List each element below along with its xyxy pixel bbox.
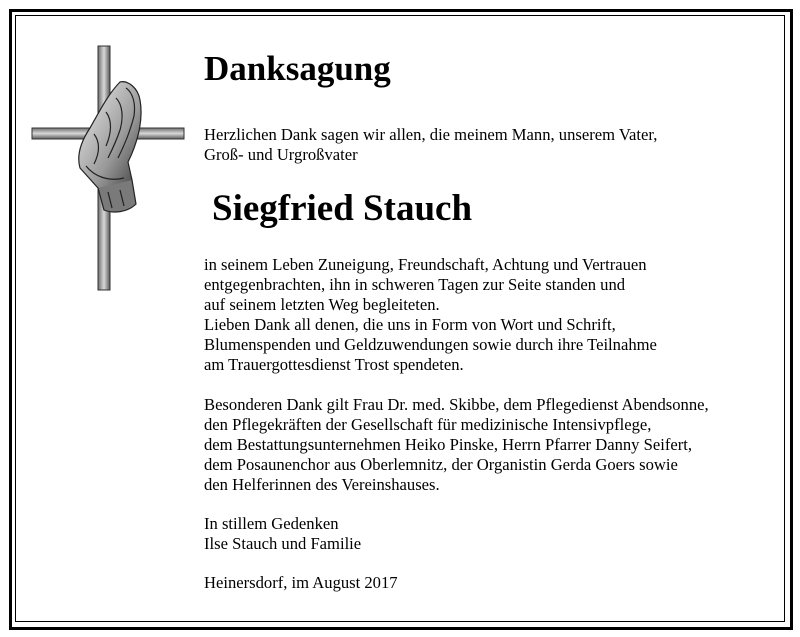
place-date: Heinersdorf, im August 2017 (204, 573, 398, 592)
signature-line: Ilse Stauch und Familie (204, 534, 362, 553)
body-line: am Trauergottesdienst Trost spendeten. (204, 355, 464, 374)
body-line: auf seinem letzten Weg begleiteten. (204, 295, 440, 314)
page-title: Danksagung (204, 49, 391, 88)
intro-line: Herzlichen Dank sagen wir allen, die meinem Mann, unserem Vater, (204, 125, 658, 144)
signature-text (204, 514, 361, 554)
body-text (204, 255, 657, 375)
special-thanks-line: den Pflegekräften der Gesellschaft für medizinische Intensivpflege, (204, 415, 652, 434)
body-line: Blumenspenden und Geldzuwendungen sowie durch ihre Teilnahme (204, 335, 657, 354)
intro-text (204, 125, 657, 165)
signature-line: In stillem Gedenken (204, 514, 339, 533)
body-line: entgegenbrachten, ihn in schweren Tagen zur Seite standen und (204, 275, 626, 294)
intro-line: Groß- und Urgroßvater (204, 145, 358, 164)
body-line: Lieben Dank all denen, die uns in Form von Wort und Schrift, (204, 315, 616, 334)
special-thanks-line: den Helferinnen des Vereinshauses. (204, 475, 440, 494)
cross-with-praying-hands-icon (28, 42, 188, 292)
body-line: in seinem Leben Zuneigung, Freundschaft, Achtung und Vertrauen (204, 255, 647, 274)
special-thanks-line: Besonderen Dank gilt Frau Dr. med. Skibbe, dem Pflegedienst Abendsonne, (204, 395, 709, 414)
special-thanks-text (204, 395, 709, 495)
special-thanks-line: dem Posaunenchor aus Oberlemnitz, der Organistin Gerda Goers sowie (204, 455, 678, 474)
deceased-name: Siegfried Stauch (212, 188, 473, 229)
special-thanks-line: dem Bestattungsunternehmen Heiko Pinske, Herrn Pfarrer Danny Seifert, (204, 435, 693, 454)
